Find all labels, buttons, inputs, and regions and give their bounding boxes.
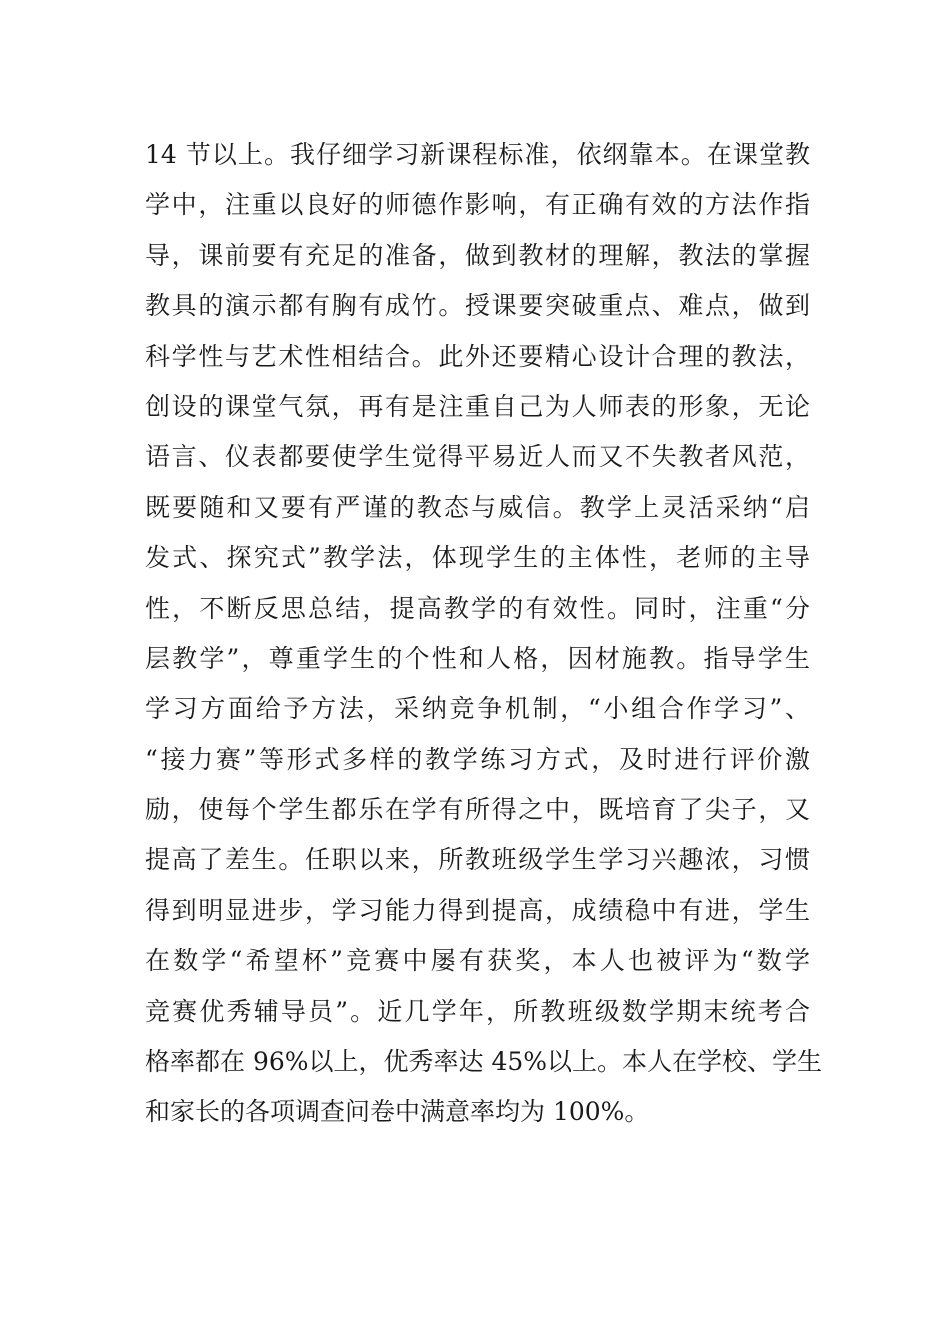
text-line-2: 学中，注重以良好的师德作影响，有正确有效的方法作指 (145, 190, 810, 220)
text-line-16: 得到明显进步，学习能力得到提高，成绩稳中有进，学生 (145, 895, 810, 925)
text-line-17: 在数学“希望杯”竞赛中屡有获奖，本人也被评为“数学 (145, 946, 810, 976)
text-line-12: 学习方面给予方法，采纳竞争机制，“小组合作学习”、 (145, 694, 810, 724)
text-line-3: 导，课前要有充足的准备，做到教材的理解，教法的掌握 (145, 240, 810, 270)
text-line-7: 语言、仪表都要使学生觉得平易近人而又不失教者风范， (145, 442, 810, 472)
text-line-5: 科学性与艺术性相结合。此外还要精心设计合理的教法， (145, 341, 810, 371)
text-line-11: 层教学”，尊重学生的个性和人格，因材施教。指导学生 (145, 643, 810, 673)
text-line-1: 14 节以上。我仔细学习新课程标准，依纲靠本。在课堂教 (145, 140, 810, 169)
text-line-14: 励，使每个学生都乐在学有所得之中，既培育了尖子，又 (145, 795, 810, 825)
text-line-4: 教具的演示都有胸有成竹。授课要突破重点、难点，做到 (145, 291, 810, 321)
text-line-19: 格率都在 96%以上，优秀率达 45%以上。本人在学校、学生 (145, 1047, 823, 1077)
text-line-13: “接力赛”等形式多样的教学练习方式，及时进行评价激 (145, 744, 810, 774)
text-line-9: 发式、探究式”教学法，体现学生的主体性，老师的主导 (145, 543, 810, 573)
text-line-6: 创设的课堂气氛，再有是注重自己为人师表的形象，无论 (145, 391, 810, 421)
text-line-15: 提高了差生。任职以来，所教班级学生学习兴趣浓，习惯 (145, 845, 810, 875)
body-paragraph (145, 130, 823, 1138)
text-line-18: 竞赛优秀辅导员”。近几学年，所教班级数学期末统考合 (145, 996, 810, 1026)
text-line-20: 和家长的各项调查问卷中满意率均为 100%。 (145, 1097, 650, 1127)
text-line-8: 既要随和又要有严谨的教态与威信。教学上灵活采纳“启 (145, 492, 810, 522)
text-line-10: 性，不断反思总结，提高教学的有效性。同时，注重“分 (145, 593, 810, 623)
